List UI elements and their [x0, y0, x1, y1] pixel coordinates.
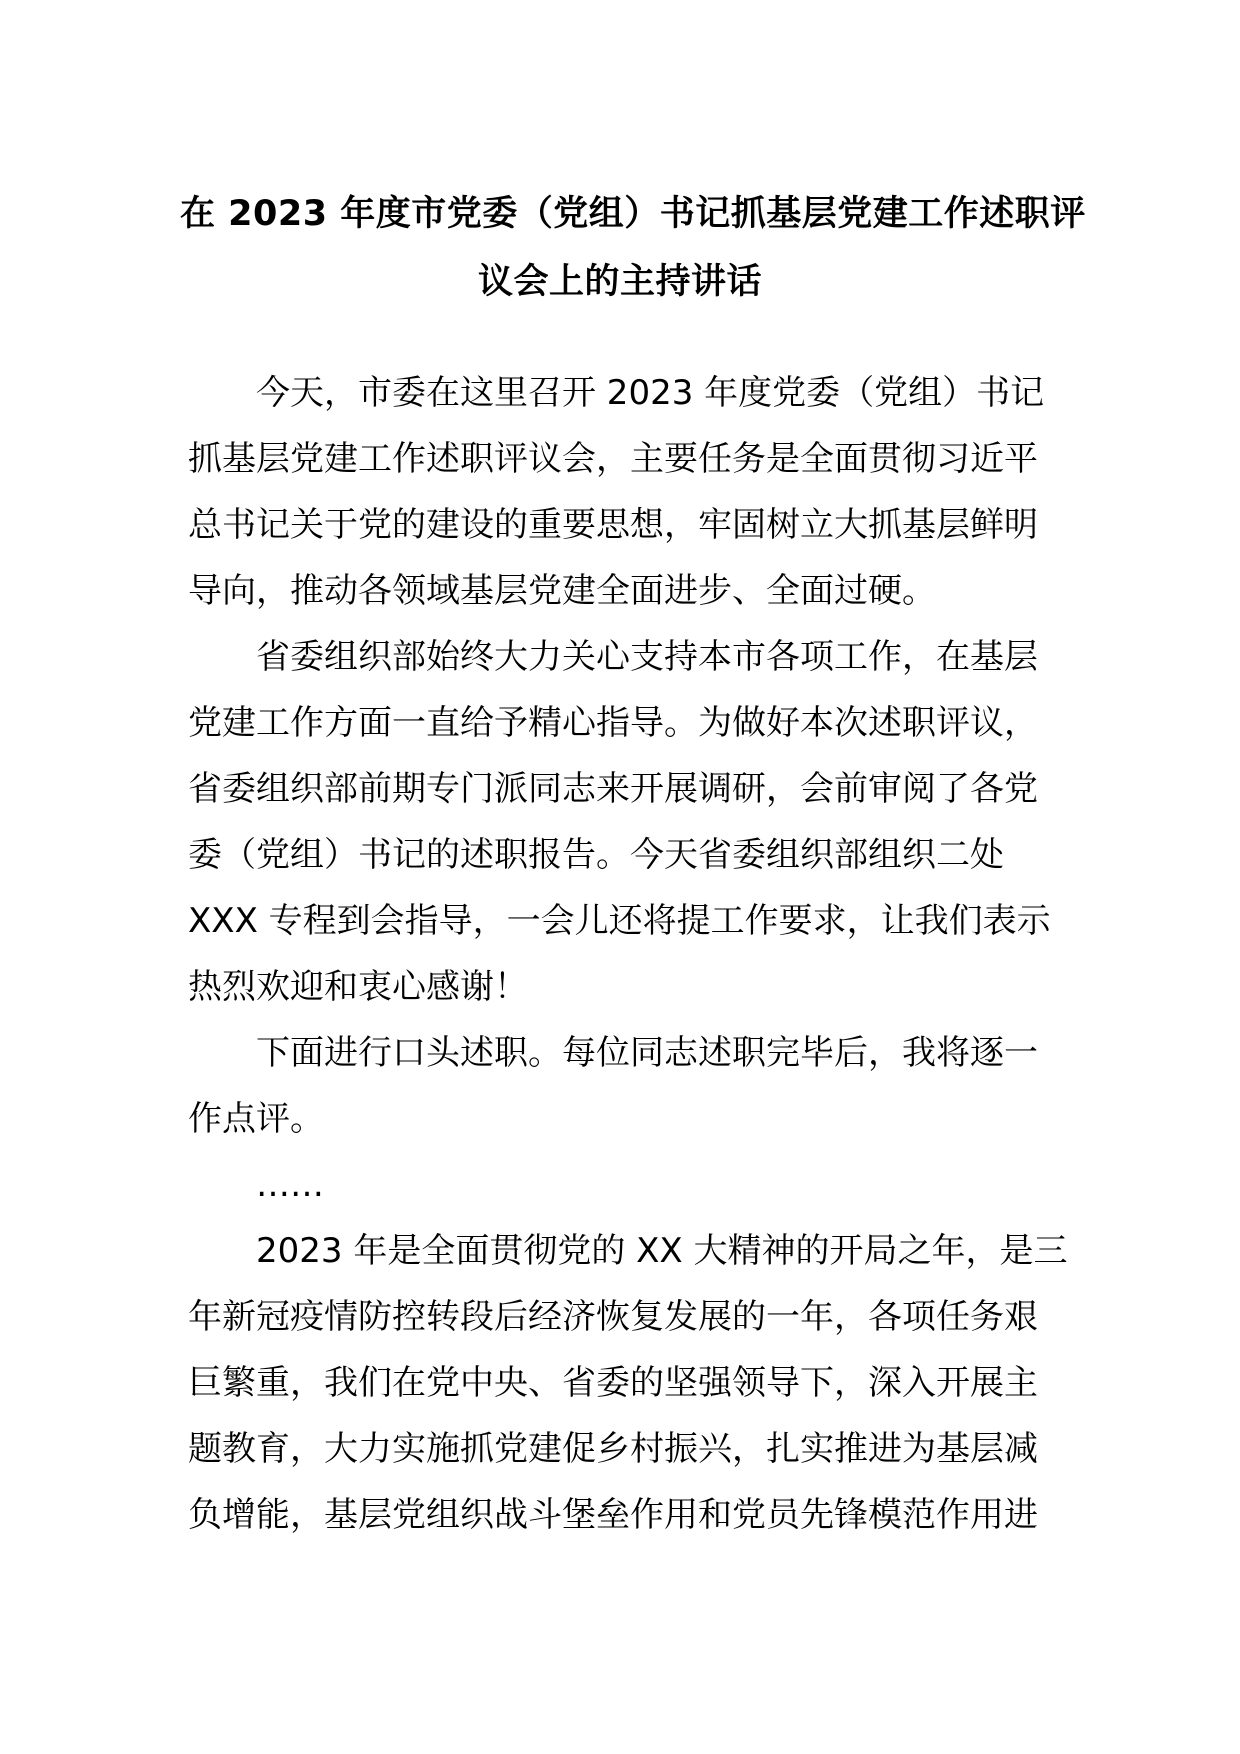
title-line: 议会上的主持讲话 — [477, 262, 762, 302]
paragraph-line: 总书记关于党的建设的重要思想，牢固树立大抓基层鲜明 — [188, 505, 1038, 545]
paragraph-line: 抓基层党建工作述职评议会，主要任务是全面贯彻习近平 — [188, 439, 1038, 479]
paragraph-line: 作点评。 — [188, 1099, 324, 1139]
paragraph-line: 导向，推动各领域基层党建全面进步、全面过硬。 — [188, 571, 936, 611]
paragraph-line: 省委组织部前期专门派同志来开展调研，会前审阅了各党 — [188, 769, 1038, 809]
paragraph-line: XXX 专程到会指导，一会儿还将提工作要求，让我们表示 — [188, 901, 1051, 941]
paragraph-line: 巨繁重，我们在党中央、省委的坚强领导下，深入开展主 — [188, 1363, 1038, 1403]
ellipsis-line: …… — [256, 1165, 324, 1205]
document-body — [188, 360, 1068, 1548]
paragraph-line: 年新冠疫情防控转段后经济恢复发展的一年，各项任务艰 — [188, 1297, 1038, 1337]
paragraph-line: 负增能，基层党组织战斗堡垒作用和党员先锋模范作用进 — [188, 1495, 1038, 1535]
paragraph-line: 题教育，大力实施抓党建促乡村振兴，扎实推进为基层减 — [188, 1429, 1038, 1469]
title-line: 在 2023 年度市党委（党组）书记抓基层党建工作述职评 — [180, 194, 1086, 234]
paragraph-line: 热烈欢迎和衷心感谢！ — [188, 967, 528, 1007]
paragraph-line: 2023 年是全面贯彻党的 XX 大精神的开局之年，是三 — [256, 1231, 1068, 1271]
paragraph-line: 省委组织部始终大力关心支持本市各项工作，在基层 — [256, 637, 1038, 677]
paragraph-line: 下面进行口头述职。每位同志述职完毕后，我将逐一 — [256, 1033, 1038, 1073]
paragraph-line: 委（党组）书记的述职报告。今天省委组织部组织二处 — [188, 835, 1004, 875]
paragraph-line: 党建工作方面一直给予精心指导。为做好本次述职评议， — [188, 703, 1038, 743]
document-title — [180, 180, 1086, 316]
paragraph-line: 今天，市委在这里召开 2023 年度党委（党组）书记 — [256, 373, 1045, 413]
